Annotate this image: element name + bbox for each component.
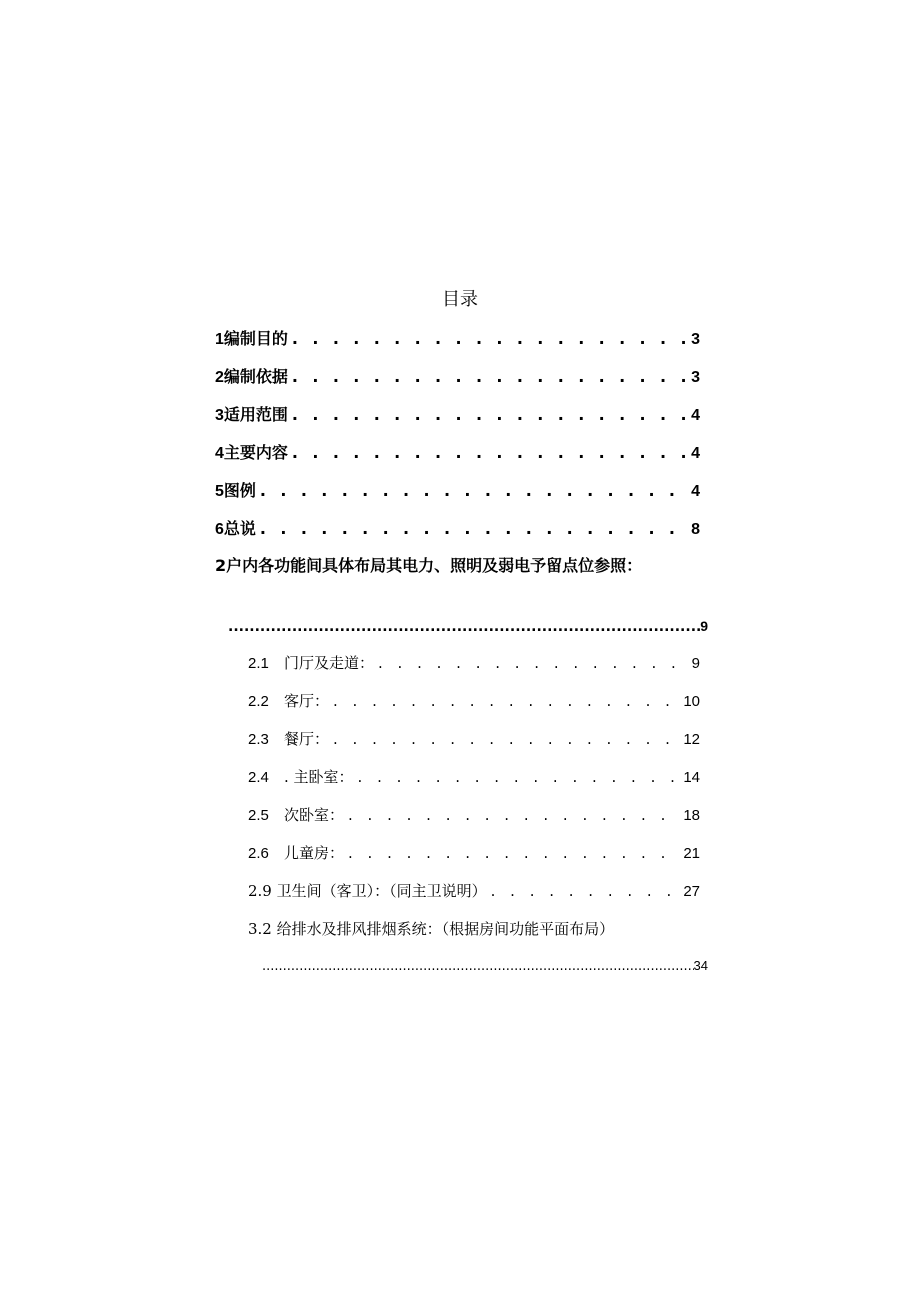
toc-subentry[interactable] [248, 726, 700, 752]
dot-leader [378, 650, 688, 676]
dot-leader [292, 402, 687, 428]
toc-subentry-number: 2.3 [248, 731, 269, 748]
toc-entry-number: 5 [215, 483, 224, 500]
toc-entry-page: 4 [691, 445, 700, 462]
toc-subentry-page: 9 [691, 655, 700, 672]
toc-entry-page: 4 [691, 407, 700, 424]
toc-subentry-leader[interactable] [262, 954, 708, 978]
toc-subentry-page: 14 [683, 769, 700, 786]
toc-entry-number: 2 [215, 369, 224, 386]
toc-entry-page: 9 [700, 618, 708, 634]
toc-subentry[interactable] [248, 878, 700, 904]
toc-subentry-text: 3.2 给排水及排风排烟系统：（根据房间功能平面布局） [248, 920, 615, 938]
dot-leader [228, 615, 700, 638]
toc-entry[interactable] [215, 364, 700, 390]
toc-subentry-page: 27 [683, 883, 700, 900]
toc-subentry[interactable] [248, 764, 700, 790]
toc-entry-text: 编制目的 [223, 329, 288, 348]
toc-subentry-page: 10 [683, 693, 700, 710]
toc-subentry-text: 门厅及走道： [284, 654, 375, 672]
dot-leader [333, 726, 679, 752]
toc-subentry-page: 18 [683, 807, 700, 824]
dot-leader [333, 688, 679, 714]
toc-subentry-number: 2.6 [248, 845, 269, 862]
toc-subentry-text: 客厅： [284, 692, 330, 710]
toc-subentry-text: 次卧室： [284, 806, 345, 824]
toc-entry-number: 4 [215, 445, 224, 462]
toc-subentry-number: 2.4 [248, 769, 269, 786]
toc-subentry[interactable] [248, 840, 700, 866]
toc-entry[interactable] [215, 516, 700, 542]
toc-entry-page: 8 [691, 521, 700, 538]
toc-entry-page: 4 [691, 483, 700, 500]
dot-leader [292, 364, 687, 390]
dot-leader [292, 440, 687, 466]
dot-leader [491, 878, 680, 904]
toc-subentry-page: 12 [683, 731, 700, 748]
toc-entry-text: 编制依据 [223, 367, 288, 386]
dot-leader [262, 955, 694, 978]
toc-entry[interactable] [215, 478, 700, 504]
toc-subentry-text: 餐厅： [284, 730, 330, 748]
toc-subentry-text: . 主卧室： [284, 768, 354, 786]
toc-entry-page: 3 [691, 331, 700, 348]
toc-subentry[interactable] [248, 802, 700, 828]
toc-entry-number: 3 [215, 407, 224, 424]
toc-subentry[interactable] [248, 916, 700, 942]
toc-subentry-number: 2.1 [248, 655, 269, 672]
toc-entry-page: 3 [691, 369, 700, 386]
toc-subentry-page: 34 [693, 958, 708, 973]
toc-title: 目录 [442, 289, 478, 310]
dot-leader [292, 326, 687, 352]
dot-leader [260, 478, 687, 504]
toc-entry-text: 总说 [223, 519, 256, 538]
toc-entry-text: 适用范围 [223, 405, 288, 424]
toc-entry[interactable] [215, 326, 700, 352]
toc-subentry[interactable] [248, 650, 700, 676]
toc-entry-text: 主要内容 [223, 443, 288, 462]
toc-entry[interactable] [215, 440, 700, 466]
dot-leader [348, 802, 679, 828]
toc-entry[interactable] [215, 402, 700, 428]
toc-entry-number: 1 [215, 331, 224, 348]
toc-entry-long-text[interactable]: 2户内各功能间具体布局其电力、照明及弱电予留点位参照： [215, 556, 643, 575]
dot-leader [348, 840, 679, 866]
toc-subentry-page: 21 [683, 845, 700, 862]
toc-subentry-text: 儿童房： [284, 844, 345, 862]
dot-leader [260, 516, 687, 542]
dot-leader [358, 764, 680, 790]
toc-entry-number: 6 [215, 521, 224, 538]
toc-subentry-number: 2.2 [248, 693, 269, 710]
toc-subentry[interactable] [248, 688, 700, 714]
toc-entry-long-leader[interactable] [228, 614, 708, 638]
toc-entry-text: 图例 [223, 481, 256, 500]
toc-subentry-number: 2.5 [248, 807, 269, 824]
toc-subentry-text: 2.9 卫生间（客卫）：（同主卫说明） [248, 882, 487, 900]
